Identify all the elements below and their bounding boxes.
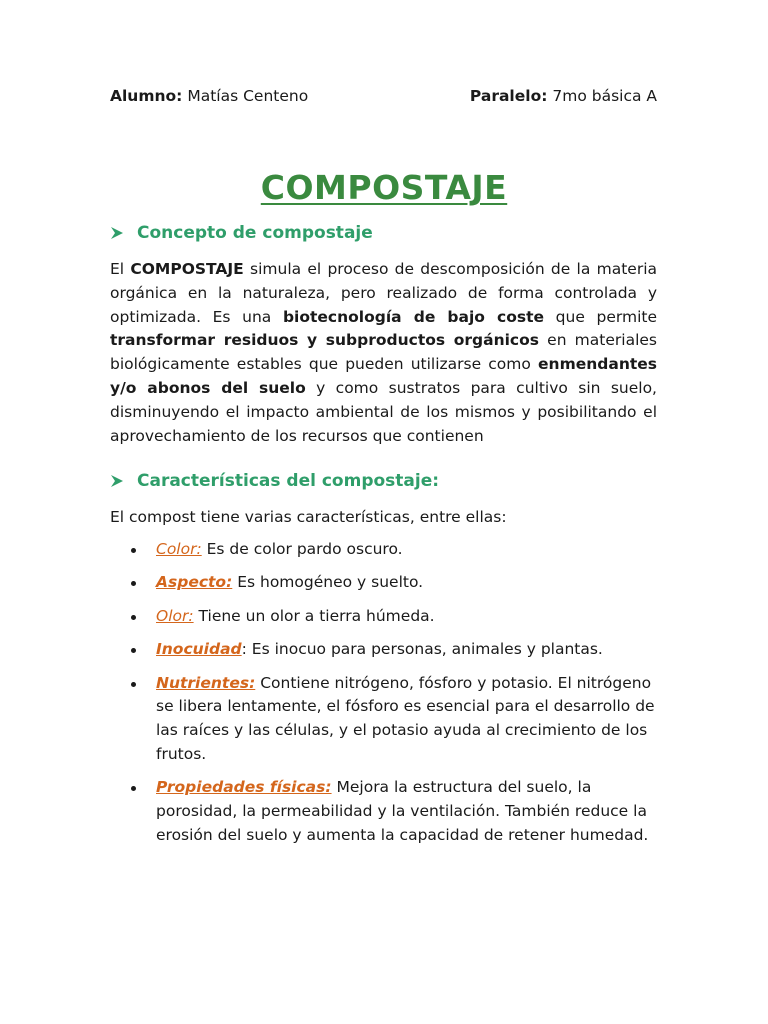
list-item-text: Es homogéneo y suelto. [232,573,424,592]
document-title: COMPOSTAJE [260,168,508,207]
course-field [470,86,657,106]
arrowhead-right-icon [110,226,124,240]
characteristics-intro: El compost tiene varias características, entre ellas: [110,508,507,526]
paragraph-bold: transformar residuos y subproductos orgánicos [110,331,539,350]
list-item [110,605,657,629]
dot-icon [131,682,136,687]
list-item-term: Aspecto: [156,573,233,592]
list-item-text: Es de color pardo oscuro. [201,540,403,558]
list-item-term: Color: [156,540,202,558]
dot-icon [131,648,136,653]
paragraph-bold: enmendantes y/o abonos del suelo [110,355,657,397]
arrowhead-right-icon [110,474,124,488]
student-label: Alumno: [110,87,183,105]
course-label: Paralelo: [469,87,548,105]
paragraph-text: en materiales biológicamente estables que pueden utilizarse como [110,331,657,374]
list-item-text: Contiene nitrógeno, fósforo y potasio. El nitrógeno se libera lentamente, el fósforo es esencial para el desarrollo de las raíces y las células, y el potasio ayuda al crecimiento de los frutos. [156,673,655,763]
paragraph-text: simula el proceso de descomposición de la materia orgánica en la naturaleza, pero realizado de forma controlada y optimizada. Es una [110,260,657,326]
dot-icon [131,786,136,791]
list-item [110,571,657,595]
list-item-term: Inocuidad [156,640,242,659]
list-item-text: Mejora la estructura del suelo, la porosidad, la permeabilidad y la ventilación. También reduce la erosión del suelo y aumenta la capacidad de retener humedad. [156,778,649,844]
section-heading-text: Concepto de compostaje [137,223,373,243]
list-item-text: Tiene un olor a tierra húmeda. [193,606,435,625]
header-row [110,86,657,106]
list-item [110,672,657,767]
student-name: Matías Centeno [187,87,309,105]
section-heading-characteristics [110,470,439,492]
paragraph-bold: COMPOSTAJE [130,260,244,278]
student-field [110,86,308,106]
list-item [110,638,657,662]
section-heading-text: Características del compostaje: [137,471,440,491]
paragraph-bold: biotecnología de bajo coste [282,307,545,326]
dot-icon [131,548,136,553]
paragraph-text: El [110,260,131,278]
paragraph-text: y como sustratos para cultivo sin suelo, disminuyendo el impacto ambiental de los mismos y posibilitando el aprovechamiento de los recursos que contienen [110,378,657,445]
list-item-term: Propiedades físicas: [156,778,332,797]
list-item [110,538,657,562]
section-heading-concept [110,222,373,244]
list-item-term: Olor: [156,606,194,625]
dot-icon [131,581,136,586]
characteristics-list [110,538,657,857]
paragraph-text: que permite [544,307,658,326]
dot-icon [131,615,136,620]
list-item-text: : Es inocuo para personas, animales y plantas. [241,640,603,659]
course-value: 7mo básica A [552,87,657,105]
concept-paragraph [110,258,657,448]
list-item-term: Nutrientes: [156,673,256,692]
list-item [110,776,657,847]
